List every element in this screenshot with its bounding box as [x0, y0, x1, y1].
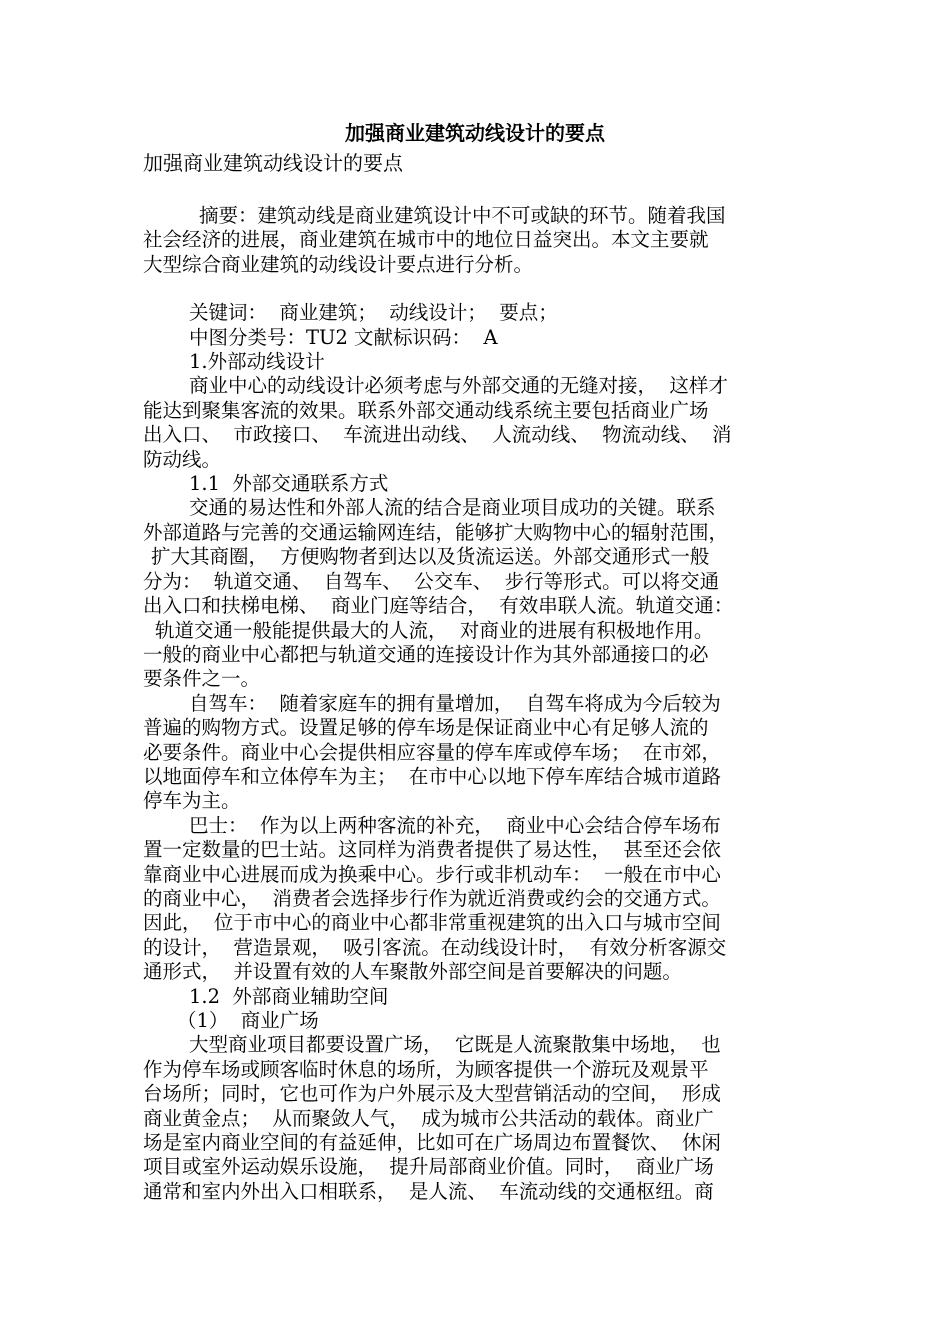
paragraph-line: 因此， 位于市中心的商业中心都非常重视建筑的出入口与城市空间: [143, 911, 721, 935]
paragraph-line: 作为停车场或顾客临时休息的场所，为顾客提供一个游玩及观景平: [143, 1057, 709, 1081]
paragraph: [143, 1033, 807, 1204]
paragraph-line: 必要条件。商业中心会提供相应容量的停车库或停车场； 在市郊，: [143, 740, 721, 764]
paragraph: [143, 374, 807, 472]
paragraph-line: 要条件之一。: [143, 667, 261, 691]
paragraph-line: 台场所；同时，它也可作为户外展示及大型营销活动的空间， 形成: [143, 1082, 721, 1106]
paragraph-line: 的设计， 营造景观， 吸引客流。在动线设计时， 有效分析客源交: [143, 935, 727, 959]
paragraph-line: 一般的商业中心都把与轨道交通的连接设计作为其外部通接口的必: [143, 642, 709, 666]
paragraph-line: 场是室内商业空间的有益延伸，比如可在广场周边布置餐饮、 休闲: [143, 1131, 721, 1155]
abstract-line: 摘要：建筑动线是商业建筑设计中不可或缺的环节。随着我国: [199, 204, 726, 227]
paragraph-line: 通常和室内外出入口相联系， 是人流、 车流动线的交通枢纽。商: [143, 1179, 714, 1203]
section-heading: 1.外部动线设计: [189, 350, 325, 374]
section-heading: 1.1 外部交通联系方式: [189, 472, 389, 496]
paragraph-line: 出入口和扶梯电梯、 商业门庭等结合， 有效串联人流。轨道交通：: [143, 594, 734, 618]
paragraph-line: 能达到聚集客流的效果。联系外部交通动线系统主要包括商业广场: [143, 398, 709, 422]
paragraph-line: 的商业中心， 消费者会选择步行作为就近消费或约会的交通方式。: [143, 886, 721, 910]
paragraph: [143, 692, 807, 814]
paragraph-line: 扩大其商圈， 方便购物者到达以及货流运送。外部交通形式一般: [151, 545, 710, 569]
paragraph-line: 分为： 轨道交通、 自驾车、 公交车、 步行等形式。可以将交通: [143, 569, 720, 593]
classification: 中图分类号：TU2 文献标识码： A: [189, 325, 498, 349]
document-subtitle: 加强商业建筑动线设计的要点: [143, 151, 403, 175]
paragraph-line: 巴士： 作为以上两种客流的补充， 商业中心会结合停车场布: [189, 813, 721, 837]
section-heading: 1.2 外部商业辅助空间: [189, 984, 389, 1008]
paragraph-line: 停车为主。: [143, 789, 241, 813]
paragraph-line: 交通的易达性和外部人流的结合是商业项目成功的关键。联系: [189, 496, 716, 520]
paragraph-line: 项目或室外运动娱乐设施， 提升局部商业价值。同时， 商业广场: [143, 1155, 714, 1179]
paragraph-line: 商业中心的动线设计必须考虑与外部交通的无缝对接， 这样才: [189, 374, 728, 398]
abstract-line: 大型综合商业建筑的动线设计要点进行分析。: [143, 252, 534, 276]
paragraph-line: 普遍的购物方式。设置足够的停车场是保证商业中心有足够人流的: [143, 716, 709, 740]
paragraph: [143, 814, 807, 985]
paragraph-line: 置一定数量的巴士站。这同样为消费者提供了易达性， 甚至还会依: [143, 838, 721, 862]
paragraph-line: 以地面停车和立体停车为主； 在市中心以地下停车库结合城市道路: [143, 764, 721, 788]
paragraph-line: 出入口、 市政接口、 车流进出动线、 人流动线、 物流动线、 消: [143, 423, 732, 447]
paragraph-line: 大型商业项目都要设置广场， 它既是人流聚散集中场地， 也: [189, 1033, 721, 1057]
paragraph-line: 靠商业中心进展而成为换乘中心。步行或非机动车： 一般在市中心: [143, 862, 721, 886]
paragraph-line: 商业黄金点； 从而聚敛人气， 成为城市公共活动的载体。商业广: [143, 1106, 714, 1130]
document-page: [143, 118, 807, 1204]
document-title: 加强商业建筑动线设计的要点: [345, 121, 605, 145]
abstract: [143, 204, 807, 277]
paragraph-line: 防动线。: [143, 447, 222, 471]
paragraph-line: 外部道路与完善的交通运输网连结，能够扩大购物中心的辐射范围，: [143, 520, 729, 544]
paragraph-line: 自驾车： 随着家庭车的拥有量增加， 自驾车将成为今后较为: [189, 691, 721, 715]
abstract-line: 社会经济的进展，商业建筑在城市中的地位日益突出。本文主要就: [143, 228, 709, 252]
paragraph: [143, 496, 807, 691]
paragraph-line: 通形式， 并设置有效的人车聚散外部空间是首要解决的问题。: [143, 960, 682, 984]
paragraph-line: 轨道交通一般能提供最大的人流， 对商业的进展有积极地作用。: [155, 618, 714, 642]
keywords: 关键词： 商业建筑； 动线设计； 要点；: [189, 301, 558, 325]
item-heading: （1） 商业广场: [177, 1009, 319, 1032]
